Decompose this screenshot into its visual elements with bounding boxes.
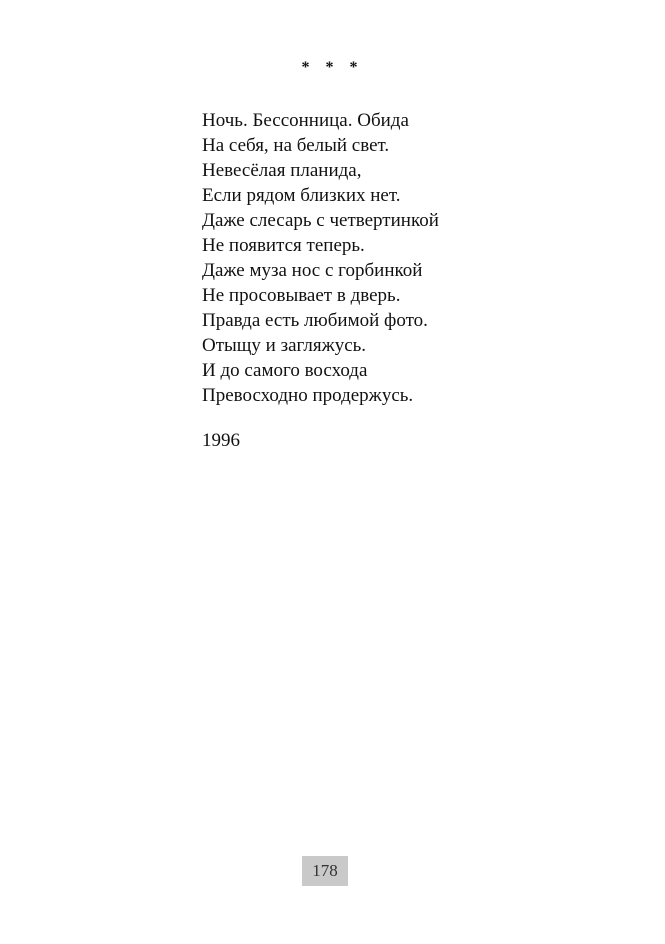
page-number: 178 [302, 856, 348, 886]
poem-line: Если рядом близких нет. [202, 185, 401, 206]
poem-line: Не появится теперь. [202, 235, 365, 256]
poem-line: Не просовывает в дверь. [202, 285, 401, 306]
poem-line: Отыщу и загляжусь. [202, 335, 367, 356]
poem-line: Даже муза нос с горбинкой [202, 260, 423, 281]
poem-year: 1996 [202, 430, 240, 451]
poem-line: На себя, на белый свет. [202, 135, 390, 156]
poem-line: Превосходно продержусь. [202, 385, 414, 406]
section-ornament: * * * [301, 59, 364, 76]
poem-text [202, 108, 439, 408]
poem-line: Даже слесарь с четвертинкой [202, 210, 439, 231]
poem-line: Ночь. Бессонница. Обида [202, 110, 409, 131]
poem-line: Правда есть любимой фото. [202, 310, 428, 331]
poem-line: И до самого восхода [202, 360, 368, 381]
poem-line: Невесёлая планида, [202, 160, 362, 181]
